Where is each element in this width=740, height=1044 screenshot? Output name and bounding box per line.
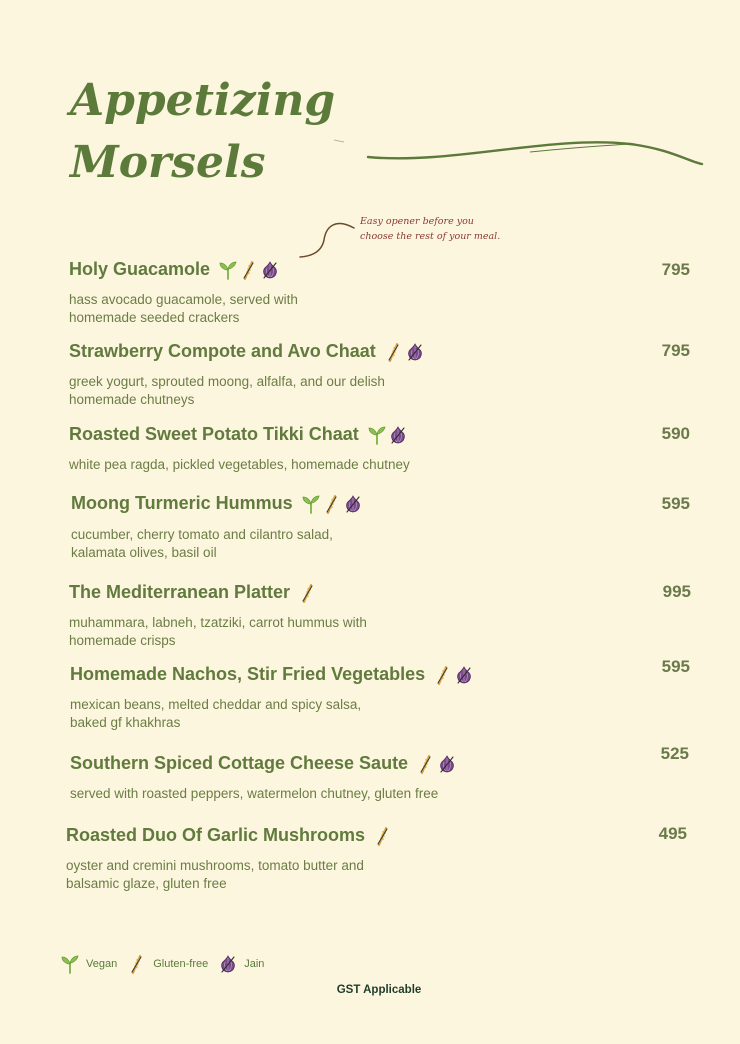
menu-item-name: The Mediterranean Platter	[69, 582, 291, 602]
menu-item-description	[70, 696, 470, 732]
menu-item-price: 995	[662, 582, 691, 601]
menu-item-name-row	[70, 753, 458, 774]
menu-item-price: 795	[661, 341, 690, 360]
menu-item-name-row	[69, 341, 426, 362]
jain-icon	[437, 754, 458, 774]
menu-item-name-row	[69, 259, 281, 280]
jain-icon	[405, 342, 426, 362]
description-line-2: homemade chutneys	[69, 392, 195, 407]
description-line-2: homemade seeded crackers	[69, 310, 240, 325]
note-arrow-icon	[296, 218, 356, 263]
page-title	[70, 70, 335, 194]
description-line-2: homemade crisps	[69, 633, 176, 648]
title-line-2: Morsels	[70, 137, 266, 188]
menu-item-price: 590	[661, 424, 690, 443]
menu-item-name-row	[70, 664, 475, 685]
legend	[60, 954, 274, 974]
menu-item-name: Homemade Nachos, Stir Fried Vegetables	[70, 664, 426, 684]
dietary-icons	[298, 583, 319, 603]
legend-gluten-free-label: Gluten-free	[153, 958, 209, 970]
description-line-1: cucumber, cherry tomato and cilantro salad,	[71, 527, 333, 542]
menu-item-name: Strawberry Compote and Avo Chaat	[69, 341, 376, 361]
description-line-1: white pea ragda, pickled vegetables, homemade chutney	[69, 457, 410, 472]
menu-item-description	[66, 857, 466, 893]
menu-item-name-row	[69, 582, 319, 603]
vegan-icon	[60, 954, 83, 974]
menu-item-price: 525	[660, 744, 689, 763]
jain-icon	[388, 425, 409, 445]
description-line-1: greek yogurt, sprouted moong, alfalfa, and our delish	[69, 374, 385, 389]
dietary-icons	[218, 260, 281, 280]
gluten-free-icon	[298, 583, 319, 603]
description-line-1: oyster and cremini mushrooms, tomato butter and	[66, 858, 364, 873]
description-line-2: baked gf khakhras	[70, 715, 181, 730]
menu-item-description	[70, 785, 470, 803]
description-line-1: hass avocado guacamole, served with	[69, 292, 298, 307]
menu-item-description	[69, 291, 469, 327]
description-line-2: kalamata olives, basil oil	[71, 545, 217, 560]
menu-item-name-row	[71, 493, 364, 514]
legend-vegan-label: Vegan	[86, 958, 118, 970]
menu-item-price: 595	[661, 494, 690, 513]
dietary-icons	[373, 826, 394, 846]
gluten-free-icon	[239, 260, 260, 280]
dietary-icons	[416, 754, 458, 774]
jain-icon	[260, 260, 281, 280]
intro-note: Easy opener before you choose the rest of your meal.	[360, 216, 501, 242]
dietary-icons	[384, 342, 426, 362]
menu-item-name-row	[66, 825, 394, 846]
gluten-free-icon	[127, 954, 150, 974]
menu-item-name: Southern Spiced Cottage Cheese Saute	[70, 753, 409, 773]
jain-icon	[454, 665, 475, 685]
jain-icon	[218, 954, 241, 974]
gst-note: GST Applicable	[336, 984, 422, 996]
dietary-icons	[301, 494, 364, 514]
gluten-free-icon	[322, 494, 343, 514]
legend-jain	[218, 954, 264, 974]
description-line-2: balsamic glaze, gluten free	[66, 876, 227, 891]
vegan-icon	[218, 260, 239, 280]
menu-item-name: Roasted Duo Of Garlic Mushrooms	[66, 825, 366, 845]
gluten-free-icon	[416, 754, 437, 774]
menu-item-name: Moong Turmeric Hummus	[71, 493, 293, 513]
legend-vegan	[60, 954, 117, 974]
description-line-1: mexican beans, melted cheddar and spicy salsa,	[70, 697, 362, 712]
legend-gluten-free	[127, 954, 208, 974]
menu-item-price: 795	[661, 260, 690, 279]
gluten-free-icon	[373, 826, 394, 846]
legend-jain-label: Jain	[244, 958, 265, 970]
vegan-icon	[301, 494, 322, 514]
menu-item-description	[69, 614, 469, 650]
description-line-1: muhammara, labneh, tzatziki, carrot hummus with	[69, 615, 367, 630]
menu-item-description	[69, 373, 469, 409]
jain-icon	[343, 494, 364, 514]
dietary-icons	[367, 425, 409, 445]
menu-item-description	[71, 526, 471, 562]
menu-item-name: Holy Guacamole	[69, 259, 211, 279]
gluten-free-icon	[384, 342, 405, 362]
title-line-1: Appetizing	[70, 75, 336, 126]
decorative-swoosh	[330, 130, 710, 180]
gluten-free-icon	[433, 665, 454, 685]
vegan-icon	[367, 425, 388, 445]
description-line-1: served with roasted peppers, watermelon chutney, gluten free	[70, 786, 439, 801]
menu-item-name: Roasted Sweet Potato Tikki Chaat	[69, 424, 359, 444]
menu-item-price: 495	[658, 824, 687, 843]
menu-item-description	[69, 456, 469, 474]
menu-item-price: 595	[661, 657, 690, 676]
menu-item-name-row	[69, 424, 409, 445]
dietary-icons	[433, 665, 475, 685]
